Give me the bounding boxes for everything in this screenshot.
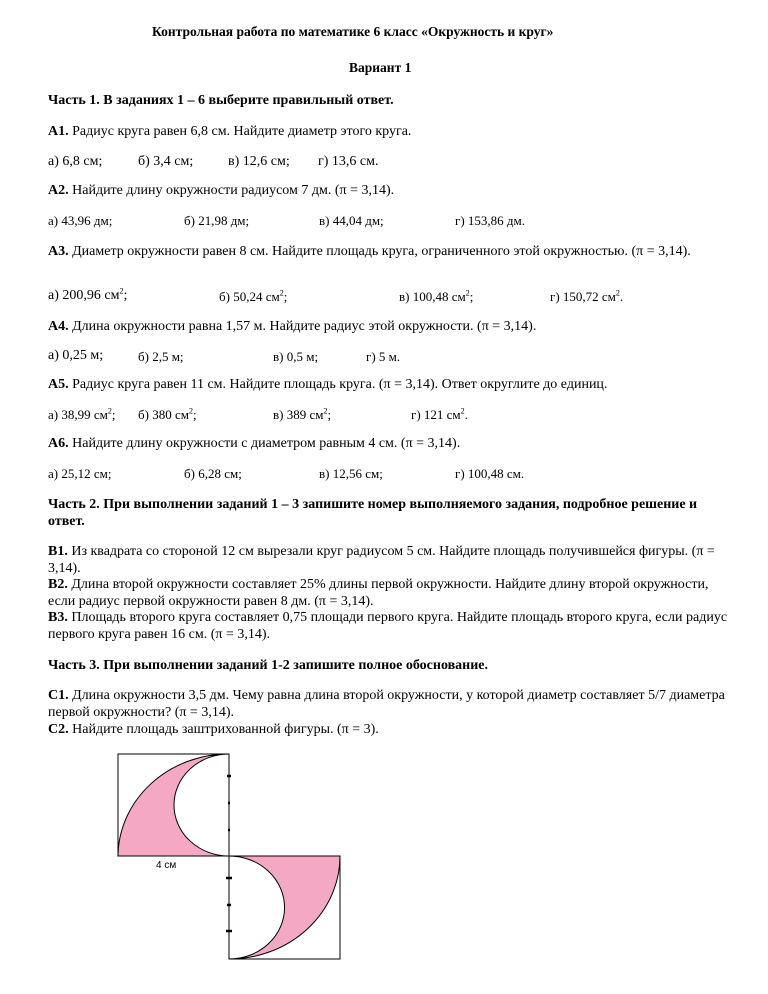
question-number: А2. (48, 183, 69, 198)
answer-option: б) 2,5 м; (138, 349, 184, 364)
shaded-figure (110, 745, 360, 985)
upper-shaded-region (118, 754, 229, 856)
answer-option: а) 200,96 $см^2$; (48, 286, 128, 303)
question-a1 (48, 124, 411, 140)
part3-heading: Часть 3. При выполнении заданий 1-2 запишите полное обоснование. (48, 658, 489, 673)
question-a4 (48, 319, 536, 335)
answer-option: а) 43,96 дм; (48, 213, 113, 228)
document-title: Контрольная работа по математике 6 класс «Окружность и круг» (152, 24, 554, 39)
question-number: В1. (48, 544, 68, 559)
question-text: Найдите длину окружности с диаметром равным 4 см. (π = 3,14). (72, 436, 461, 451)
question-a2 (48, 183, 394, 199)
question-b3 (48, 610, 738, 643)
question-number: А6. (48, 436, 69, 451)
question-number: С2. (48, 722, 69, 737)
question-number: С1. (48, 688, 69, 703)
question-a3 (48, 243, 738, 260)
part1-heading: Часть 1. В заданиях 1 – 6 выберите правильный ответ. (48, 93, 394, 108)
answer-option: г) 153,86 дм. (455, 213, 526, 228)
answer-option: г) 13,6 см. (318, 154, 379, 169)
question-c1 (48, 688, 738, 721)
lower-shaded-region (229, 856, 340, 959)
answer-option: б) 21,98 дм; (184, 213, 250, 228)
question-number: В3. (48, 610, 68, 625)
answer-option: в) 12,6 см; (228, 154, 290, 169)
answer-option: в) 0,5 м; (273, 349, 319, 364)
question-a5 (48, 377, 607, 393)
answer-option: в) 100,48 $см^2$; (399, 288, 474, 304)
question-text: Радиус круга равен 6,8 см. Найдите диаметр этого круга. (72, 124, 412, 139)
question-text: Найдите длину окружности радиусом 7 дм. (π = 3,14). (72, 183, 395, 198)
question-text: Длина второй окружности составляет 25% длины первой окружности. Найдите длину второй окружности, если радиус первой окружности равен 8 дм. (π = 3,14). (48, 577, 709, 609)
part2-heading: Часть 2. При выполнении заданий 1 – 3 запишите номер выполняемого задания, подробное решение и ответ. (48, 497, 698, 529)
question-number: А4. (48, 319, 69, 334)
question-text: Радиус круга равен 11 см. Найдите площадь круга. (π = 3,14). Ответ округлите до единиц. (72, 377, 608, 392)
side-length-label: 4 см (156, 860, 177, 871)
answer-option: г) 100,48 см. (455, 466, 525, 481)
answer-option: а) 6,8 см; (48, 154, 103, 169)
question-number: В2. (48, 577, 68, 592)
question-text: Площадь второго круга составляет 0,75 площади первого круга. Найдите площадь второго круга, если радиус первого круга равен 16 см. (π = 3,14). (48, 610, 728, 642)
answer-option: а) 25,12 см; (48, 466, 112, 481)
answer-option: б) 50,24 $см^2$; (219, 288, 288, 304)
question-text: Из квадрата со стороной 12 см вырезали круг радиусом 5 см. Найдите площадь получившейся фигуры. (π = 3,14). (48, 544, 715, 576)
question-b2 (48, 577, 738, 610)
question-text: Диаметр окружности равен 8 см. Найдите площадь круга, ограниченного этой окружностью. (π = 3,14). (72, 244, 691, 259)
question-number: А1. (48, 124, 69, 139)
answer-option: г) 121 $см^2$. (411, 406, 468, 422)
question-b1 (48, 544, 738, 577)
answer-option: г) 5 м. (366, 349, 401, 364)
answer-option: б) 3,4 см; (138, 154, 194, 169)
question-text: Найдите площадь заштрихованной фигуры. (π = 3). (72, 722, 379, 737)
answer-option: в) 389 $см^2$; (273, 406, 332, 422)
answer-option: б) 6,28 см; (184, 466, 242, 481)
answer-option: б) 380 $см^2$; (138, 406, 197, 422)
question-text: Длина окружности 3,5 дм. Чему равна длина второй окружности, у которой диаметр составляет 5/7 диаметра первой окружности? (π = 3,14). (48, 688, 725, 720)
question-a6 (48, 436, 460, 452)
question-number: А3. (48, 244, 69, 259)
question-c2 (48, 722, 379, 738)
question-text: Длина окружности равна 1,57 м. Найдите радиус этой окружности. (π = 3,14). (72, 319, 537, 334)
variant-label: Вариант 1 (349, 60, 412, 75)
answer-option: а) 38,99 $см^2$; (48, 406, 116, 422)
answer-option: в) 12,56 см; (319, 466, 383, 481)
question-number: А5. (48, 377, 69, 392)
answer-option: а) 0,25 м; (48, 348, 104, 363)
answer-option: в) 44,04 дм; (319, 213, 384, 228)
answer-option: г) 150,72 $см^2$. (550, 288, 624, 304)
